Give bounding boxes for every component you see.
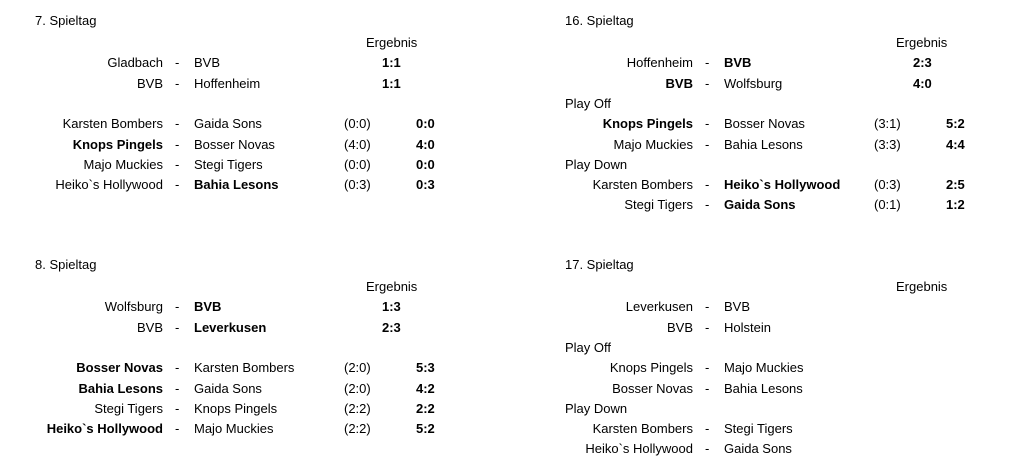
separator: - <box>175 380 180 396</box>
match-row <box>530 74 1010 94</box>
section-label: Play Off <box>565 339 612 355</box>
home-team: Stegi Tigers <box>624 197 693 213</box>
match-row <box>0 399 480 419</box>
separator: - <box>175 421 180 437</box>
final-score: 5:3 <box>416 360 435 376</box>
separator: - <box>175 319 180 335</box>
home-team: Gladbach <box>107 55 163 71</box>
section-label: Play Down <box>565 400 628 416</box>
home-team: Heiko`s Hollywood <box>585 441 693 457</box>
away-team: Knops Pingels <box>194 400 278 416</box>
separator: - <box>705 319 710 335</box>
away-team: Heiko`s Hollywood <box>724 177 841 193</box>
home-team: BVB <box>665 75 693 91</box>
separator: - <box>175 360 180 376</box>
home-team: BVB <box>136 75 163 91</box>
matchday-title: 7. Spieltag <box>35 13 97 28</box>
home-team: Stegi Tigers <box>94 400 163 416</box>
matchday-title: 16. Spieltag <box>565 13 634 28</box>
away-team: Stegi Tigers <box>724 421 793 437</box>
home-team: BVB <box>666 319 693 335</box>
home-team: Heiko`s Hollywood <box>55 177 163 193</box>
result-header: Ergebnis <box>366 35 418 50</box>
away-team: Gaida Sons <box>194 380 262 396</box>
match-row <box>530 53 1010 73</box>
separator: - <box>705 116 710 132</box>
away-team: Stegi Tigers <box>194 156 263 172</box>
away-team: Holstein <box>724 319 771 335</box>
halftime-score: (3:1) <box>874 116 901 132</box>
final-score: 5:2 <box>946 116 965 132</box>
result-header: Ergebnis <box>896 279 948 294</box>
away-team: BVB <box>194 55 221 71</box>
home-team: Majo Muckies <box>83 156 163 172</box>
match-row <box>0 53 480 73</box>
final-score: 1:2 <box>946 197 965 213</box>
home-team: Wolfsburg <box>104 299 163 315</box>
match-row <box>530 195 1010 215</box>
match-row <box>530 135 1010 155</box>
match-row <box>530 114 1010 134</box>
separator: - <box>175 136 180 152</box>
home-team: Knops Pingels <box>72 136 163 152</box>
separator: - <box>705 299 710 315</box>
separator: - <box>175 400 180 416</box>
match-row <box>0 379 480 399</box>
result-header: Ergebnis <box>896 35 948 50</box>
home-team: Karsten Bombers <box>592 421 693 437</box>
match-row <box>530 297 1010 317</box>
away-team: Bahia Lesons <box>724 380 803 396</box>
away-team: Bahia Lesons <box>194 177 279 193</box>
away-team: BVB <box>724 299 751 315</box>
separator: - <box>705 421 710 437</box>
halftime-score: (2:0) <box>344 360 371 376</box>
separator: - <box>705 136 710 152</box>
final-score: 0:0 <box>416 156 435 172</box>
halftime-score: (2:2) <box>344 400 371 416</box>
match-row <box>0 114 480 134</box>
separator: - <box>175 55 180 71</box>
halftime-score: (0:0) <box>344 156 371 172</box>
final-score: 2:3 <box>913 55 932 71</box>
home-team: Knops Pingels <box>602 116 693 132</box>
match-row <box>530 358 1010 378</box>
match-row <box>530 419 1010 439</box>
home-team: Bosser Novas <box>76 360 163 376</box>
separator: - <box>175 299 180 315</box>
separator: - <box>705 75 710 91</box>
halftime-score: (0:3) <box>344 177 371 193</box>
away-team: Bosser Novas <box>724 116 805 132</box>
away-team: Hoffenheim <box>194 75 261 91</box>
match-row <box>0 419 480 439</box>
final-score: 2:2 <box>416 400 435 416</box>
away-team: BVB <box>724 55 752 71</box>
separator: - <box>705 441 710 457</box>
final-score: 2:3 <box>382 319 401 335</box>
home-team: BVB <box>136 319 163 335</box>
away-team: Wolfsburg <box>724 75 783 91</box>
home-team: Majo Muckies <box>613 136 693 152</box>
home-team: Knops Pingels <box>609 360 693 376</box>
away-team: Gaida Sons <box>724 441 792 457</box>
match-row <box>530 318 1010 338</box>
final-score: 0:0 <box>416 116 435 132</box>
halftime-score: (0:3) <box>874 177 901 193</box>
match-row <box>0 155 480 175</box>
away-team: Gaida Sons <box>194 116 262 132</box>
away-team: Karsten Bombers <box>194 360 295 376</box>
halftime-score: (0:0) <box>344 116 371 132</box>
final-score: 1:1 <box>382 55 401 71</box>
separator: - <box>705 55 710 71</box>
match-row <box>0 318 480 338</box>
away-team: Majo Muckies <box>724 360 804 376</box>
final-score: 4:0 <box>416 136 435 152</box>
final-score: 5:2 <box>416 421 435 437</box>
away-team: BVB <box>194 299 222 315</box>
final-score: 4:0 <box>913 75 932 91</box>
separator: - <box>175 116 180 132</box>
away-team: Bahia Lesons <box>724 136 803 152</box>
separator: - <box>705 177 710 193</box>
halftime-score: (2:0) <box>344 380 371 396</box>
halftime-score: (0:1) <box>874 197 901 213</box>
away-team: Bosser Novas <box>194 136 275 152</box>
halftime-score: (2:2) <box>344 421 371 437</box>
final-score: 0:3 <box>416 177 435 193</box>
matchday-title: 17. Spieltag <box>565 257 634 272</box>
match-row <box>0 297 480 317</box>
home-team: Bahia Lesons <box>78 380 163 396</box>
halftime-score: (3:3) <box>874 136 901 152</box>
final-score: 4:4 <box>946 136 965 152</box>
separator: - <box>175 177 180 193</box>
home-team: Hoffenheim <box>626 55 693 71</box>
section-label: Play Down <box>565 156 628 172</box>
final-score: 1:1 <box>382 75 401 91</box>
final-score: 4:2 <box>416 380 435 396</box>
final-score: 1:3 <box>382 299 401 315</box>
section-label: Play Off <box>565 95 612 111</box>
match-row <box>530 175 1010 195</box>
away-team: Gaida Sons <box>724 197 796 213</box>
match-row <box>0 175 480 195</box>
separator: - <box>705 197 710 213</box>
away-team: Leverkusen <box>194 319 267 335</box>
matchday-title: 8. Spieltag <box>35 257 97 272</box>
separator: - <box>705 360 710 376</box>
away-team: Majo Muckies <box>194 421 274 437</box>
home-team: Karsten Bombers <box>592 177 693 193</box>
separator: - <box>705 380 710 396</box>
match-row <box>530 439 1010 459</box>
separator: - <box>175 156 180 172</box>
match-row <box>0 74 480 94</box>
match-row <box>530 379 1010 399</box>
home-team: Leverkusen <box>625 299 693 315</box>
match-row <box>0 135 480 155</box>
halftime-score: (4:0) <box>344 136 371 152</box>
final-score: 2:5 <box>946 177 965 193</box>
home-team: Karsten Bombers <box>62 116 163 132</box>
result-header: Ergebnis <box>366 279 418 294</box>
home-team: Bosser Novas <box>612 380 693 396</box>
match-row <box>0 358 480 378</box>
home-team: Heiko`s Hollywood <box>46 421 163 437</box>
separator: - <box>175 75 180 91</box>
